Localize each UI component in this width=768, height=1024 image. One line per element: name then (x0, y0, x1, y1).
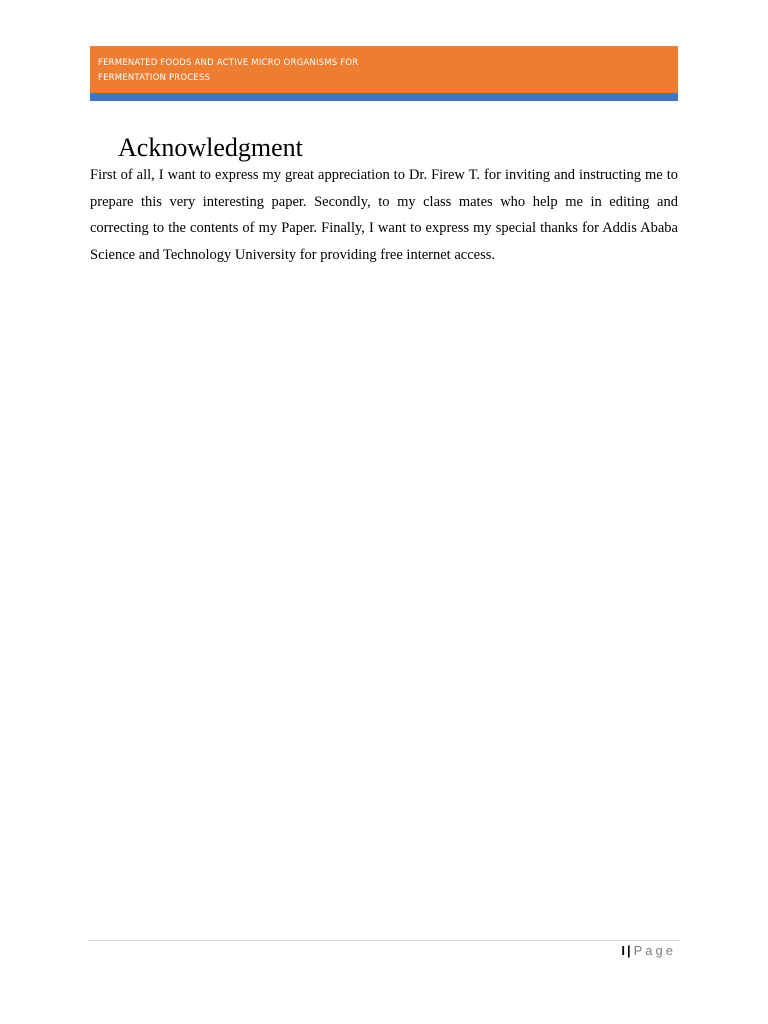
footer-divider (88, 940, 680, 941)
header-title: FERMENATED FOODS AND ACTIVE MICRO ORGANISMS FOR FERMENTATION PROCESS (98, 58, 359, 83)
page-label: Page (633, 943, 676, 958)
header-banner (90, 46, 678, 93)
page-footer (621, 942, 676, 960)
page-header (90, 46, 678, 101)
acknowledgment-paragraph: First of all, I want to express my great appreciation to Dr. Firew T. for inviting and instructing me to prepare this very interesting paper. Secondly, to my class mates who help me in editing and correcting to the contents of my Paper. Finally, I want to express my special thanks for Addis Ababa Science and Technology University for providing free internet access. (90, 167, 678, 264)
page-separator: | (626, 943, 631, 958)
header-rule (90, 93, 678, 101)
page-number: I (621, 943, 625, 958)
section-heading: Acknowledgment (118, 133, 303, 162)
